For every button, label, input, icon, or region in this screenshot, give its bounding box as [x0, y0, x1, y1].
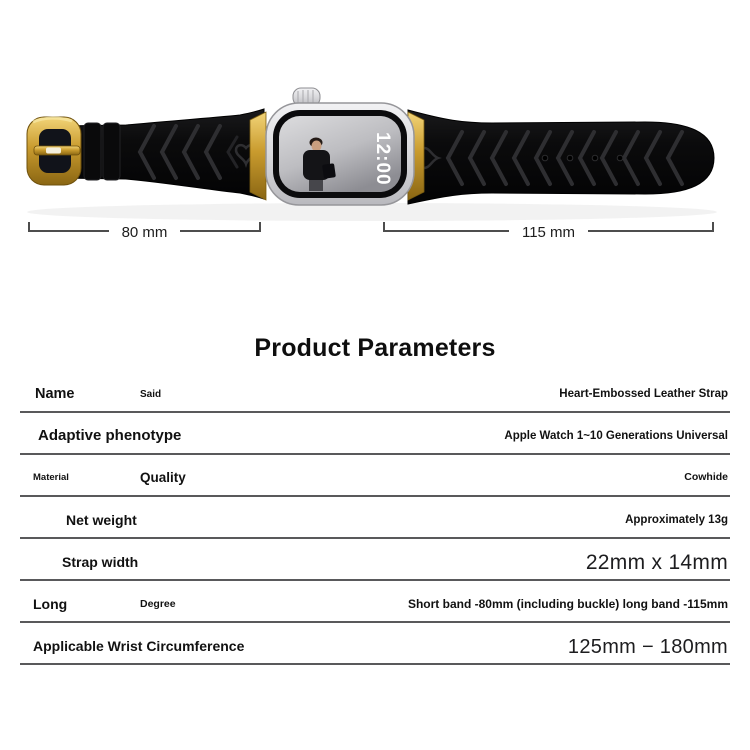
watch-case [266, 103, 414, 205]
param-value: Heart-Embossed Leather Strap [559, 388, 728, 400]
param-label: Adaptive phenotype [38, 427, 182, 444]
param-value: Short band -80mm (including buckle) long band -115mm [407, 597, 728, 611]
keeper-loop [103, 123, 120, 180]
dimension-label: 80 mm [109, 228, 181, 238]
table-row-length [20, 581, 730, 623]
dimension-line [385, 230, 509, 232]
long-band [408, 110, 714, 204]
dimension-line [30, 230, 109, 232]
buckle [27, 117, 81, 185]
table-row-material [20, 455, 730, 497]
lug-adapter-left [250, 112, 266, 200]
table-row-net-weight [20, 497, 730, 539]
param-value: Apple Watch 1~10 Generations Universal [504, 430, 728, 442]
param-value: Cowhide [684, 471, 728, 483]
dimension-long-band [383, 220, 714, 241]
dimension-short-band [28, 220, 261, 241]
param-label: Net weight [66, 512, 137, 528]
param-label: Applicable Wrist Circumference [33, 638, 245, 654]
param-sublabel: Degree [140, 598, 176, 610]
page-title: Product Parameters [254, 334, 496, 362]
param-label: Long [33, 596, 68, 612]
parameters-table [20, 371, 730, 665]
param-label: Strap width [62, 554, 139, 570]
table-row-strap-width [20, 539, 730, 581]
table-row-wrist-circumference [20, 623, 730, 665]
watch-time: 12:00 [372, 132, 393, 186]
param-value: 22mm x 14mm [585, 551, 728, 574]
param-label: Name [35, 386, 75, 402]
param-label: Material [33, 472, 69, 483]
dimension-line [180, 230, 259, 232]
dimension-tick [259, 222, 261, 232]
keeper-loop [84, 123, 101, 180]
param-sublabel: Quality [140, 470, 186, 485]
dimension-label: 115 mm [509, 228, 588, 238]
dimension-line [588, 230, 712, 232]
param-value: 125mm − 180mm [567, 636, 728, 658]
param-sublabel: Said [140, 389, 162, 400]
table-row-adaptive-phenotype [20, 413, 730, 455]
table-row-name [20, 371, 730, 413]
param-value: Approximately 13g [625, 514, 728, 526]
dimension-tick [712, 222, 714, 232]
